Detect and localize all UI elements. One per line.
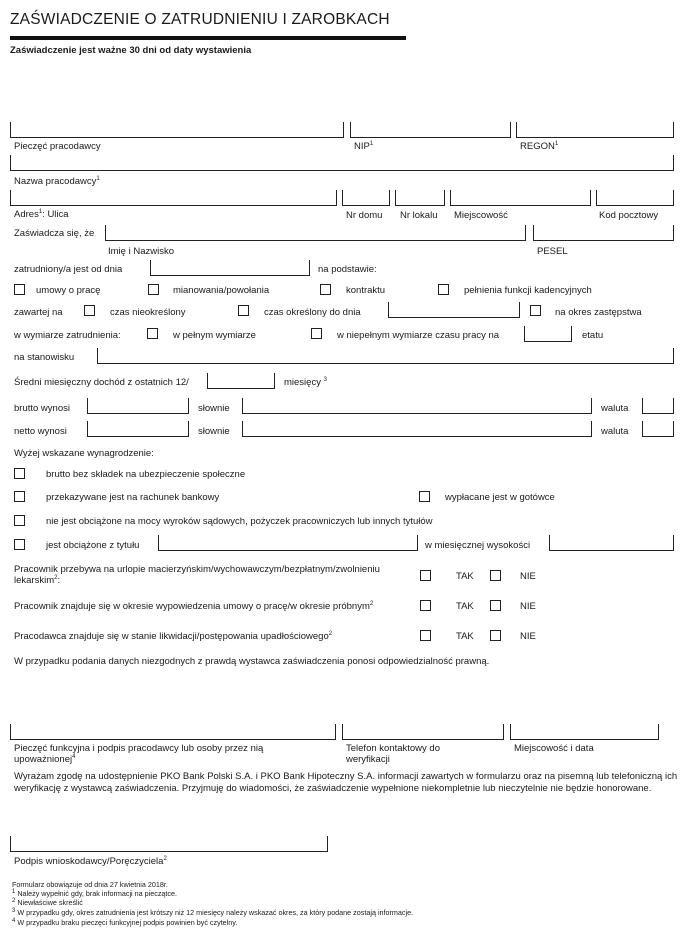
etat-field[interactable] [524, 326, 572, 342]
definite-checkbox[interactable] [238, 305, 249, 316]
gross-currency-field[interactable] [642, 398, 674, 414]
contract-label: umowy o pracę [36, 285, 101, 296]
net-currency-field[interactable] [642, 421, 674, 437]
footnote-1: $^1$ Należy wypełnić gdy, brak informacji na pieczątce. [12, 889, 178, 898]
bank-account-checkbox[interactable] [14, 491, 25, 502]
worktime-label: w wymiarze zatrudnienia: [14, 330, 121, 341]
liquidation-yes-label: TAK [456, 631, 474, 642]
pesel-field[interactable] [533, 225, 674, 241]
applicant-signature-field[interactable] [10, 836, 328, 852]
not-encumbered-checkbox[interactable] [14, 515, 25, 526]
net-words-label: słownie [198, 426, 230, 437]
address-label: Adres$^1$: Ulica [14, 209, 69, 220]
place-date-field[interactable] [510, 724, 659, 740]
net-label: netto wynosi [14, 426, 67, 437]
question-liquidation: Pracodawca znajduje się w stanie likwidacji/postępowania upadłościowego$^2$ [14, 631, 333, 642]
term-label: pełnienia funkcji kadencyjnych [464, 285, 592, 296]
footnote-3: $^3$ W przypadku gdy, okres zatrudnienia jest krótszy niż 12 miesięcy należy wskazać okres, za który podane zostają informacje. [12, 908, 414, 917]
employed-since-field[interactable] [150, 260, 310, 276]
contract-checkbox[interactable] [14, 284, 25, 295]
liability-statement: W przypadku podania danych niezgodnych z prawdą wystawca zaświadczenia ponosi odpowiedzialność prawną. [14, 656, 490, 667]
employer-name-field[interactable] [10, 155, 674, 171]
city-label: Miejscowość [454, 210, 508, 221]
term-checkbox[interactable] [438, 284, 449, 295]
regon-label: REGON$^1$ [520, 141, 559, 152]
pesel-label: PESEL [537, 246, 568, 257]
indefinite-label: czas nieokreślony [110, 307, 186, 318]
consent-statement: Wyrażam zgodę na udostępnienie PKO Bank Polski S.A. i PKO Bank Hipoteczny S.A. informacji zawartych w formularzu oraz na pisemną lub telefoniczną ich weryfikację z wystawcą zaświadczenia. Przyjmuję do wiadomości, że zaświadczenie wypełnione niekompletnie lub nieczytelnie nie będzie honorowane. [14, 771, 678, 794]
employee-name-label: Imię i Nazwisko [108, 246, 174, 257]
no-social-label: brutto bez składek na ubezpieczenie społeczne [46, 469, 246, 480]
etat-label: etatu [582, 330, 604, 341]
nip-label: NIP$^1$ [354, 141, 374, 152]
notice-no-label: NIE [520, 601, 536, 612]
postcode-label: Kod pocztowy [599, 210, 659, 221]
indefinite-checkbox[interactable] [84, 305, 95, 316]
phone-field[interactable] [342, 724, 504, 740]
encumbered-title-field[interactable] [158, 535, 418, 551]
nip-field[interactable] [350, 122, 511, 138]
title-rule [10, 36, 406, 40]
employer-stamp-label: Pieczęć pracodawcy [14, 141, 101, 152]
notice-yes-checkbox[interactable] [420, 600, 431, 611]
employee-name-field[interactable] [105, 225, 526, 241]
basis-label: na podstawie: [318, 264, 377, 275]
kontrakt-label: kontraktu [346, 285, 386, 296]
employer-signature-field[interactable] [10, 724, 336, 740]
phone-label: Telefon kontaktowy do weryfikacji [346, 743, 441, 765]
months-label: miesięcy $^3$ [284, 377, 327, 388]
liquidation-yes-checkbox[interactable] [420, 630, 431, 641]
street-field[interactable] [10, 190, 337, 206]
gross-words-field[interactable] [242, 398, 592, 414]
encumbered-label: jest obciążone z tytułu [46, 540, 140, 551]
notice-yes-label: TAK [456, 601, 474, 612]
cash-checkbox[interactable] [419, 491, 430, 502]
gross-words-label: słownie [198, 403, 230, 414]
house-no-label: Nr domu [346, 210, 383, 221]
validity-note: Zaświadczenie jest ważne 30 dni od daty wystawienia [10, 45, 252, 56]
question-leave: Pracownik przebywa na urlopie macierzyńskim/wychowawczym/bezpłatnym/zwolnieniu lekarskim$^2$: [14, 564, 380, 586]
house-no-field[interactable] [342, 190, 390, 206]
form-valid-from: Formularz obowiązuje od dnia 27 kwietnia 2018r. [12, 880, 168, 889]
net-currency-label: waluta [601, 426, 629, 437]
monthly-amount-field[interactable] [549, 535, 674, 551]
salary-heading: Wyżej wskazane wynagrodzenie: [14, 448, 154, 459]
gross-label: brutto wynosi [14, 403, 70, 414]
page-title: ZAŚWIADCZENIE O ZATRUDNIENIU I ZAROBKACH [10, 11, 390, 28]
applicant-signature-label: Podpis wnioskodawcy/Poręczyciela$^2$ [14, 856, 167, 867]
employer-stamp-field[interactable] [10, 122, 344, 138]
parttime-checkbox[interactable] [311, 328, 322, 339]
appointment-label: mianowania/powołania [173, 285, 270, 296]
definite-date-field[interactable] [388, 302, 520, 318]
gross-currency-label: waluta [601, 403, 629, 414]
liquidation-no-checkbox[interactable] [490, 630, 501, 641]
avg-income-label: Średni miesięczny dochód z ostatnich 12/ [14, 377, 189, 388]
no-social-checkbox[interactable] [14, 468, 25, 479]
flat-no-field[interactable] [395, 190, 445, 206]
regon-field[interactable] [516, 122, 674, 138]
employer-name-label: Nazwa pracodawcy$^1$ [14, 176, 100, 187]
postcode-field[interactable] [596, 190, 674, 206]
leave-yes-label: TAK [456, 571, 474, 582]
footnote-2: $^2$ Niewłaściwe skreślić [12, 898, 83, 907]
parttime-label: w niepełnym wymiarze czasu pracy na [337, 330, 500, 341]
liquidation-no-label: NIE [520, 631, 536, 642]
concluded-label: zawartej na [14, 307, 63, 318]
employed-since-label: zatrudniony/a jest od dnia [14, 264, 123, 275]
leave-no-label: NIE [520, 571, 536, 582]
kontrakt-checkbox[interactable] [320, 284, 331, 295]
city-field[interactable] [450, 190, 591, 206]
net-words-field[interactable] [242, 421, 592, 437]
appointment-checkbox[interactable] [148, 284, 159, 295]
footnote-4: $^4$ W przypadku braku pieczęci funkcyjnej podpis powinien być czytelny. [12, 918, 238, 927]
place-date-label: Miejscowość i data [514, 743, 594, 754]
question-notice: Pracownik znajduje się w okresie wypowiedzenia umowy o pracę/w okresie próbnym$^2$ [14, 601, 374, 612]
notice-no-checkbox[interactable] [490, 600, 501, 611]
fulltime-checkbox[interactable] [147, 328, 158, 339]
net-amount-field[interactable] [87, 421, 189, 437]
encumbered-checkbox[interactable] [14, 539, 25, 550]
substitution-checkbox[interactable] [530, 305, 541, 316]
not-encumbered-label: nie jest obciążone na mocy wyroków sądowych, pożyczek pracowniczych lub innych tytułów [46, 516, 433, 527]
position-field[interactable] [97, 348, 674, 364]
substitution-label: na okres zastępstwa [555, 307, 642, 318]
definite-label: czas określony do dnia [264, 307, 361, 318]
cash-label: wypłacane jest w gotówce [445, 492, 555, 503]
certifies-label: Zaświadcza się, że [14, 228, 95, 239]
fulltime-label: w pełnym wymiarze [173, 330, 256, 341]
months-field[interactable] [207, 373, 275, 389]
leave-no-checkbox[interactable] [490, 570, 501, 581]
flat-no-label: Nr lokalu [400, 210, 438, 221]
bank-account-label: przekazywane jest na rachunek bankowy [46, 492, 220, 503]
position-label: na stanowisku [14, 352, 75, 363]
gross-amount-field[interactable] [87, 398, 189, 414]
leave-yes-checkbox[interactable] [420, 570, 431, 581]
employer-signature-label: Pieczęć funkcyjna i podpis pracodawcy lub osoby przez nią upoważnionej$^4$ [14, 743, 264, 765]
monthly-amount-label: w miesięcznej wysokości [425, 540, 531, 551]
